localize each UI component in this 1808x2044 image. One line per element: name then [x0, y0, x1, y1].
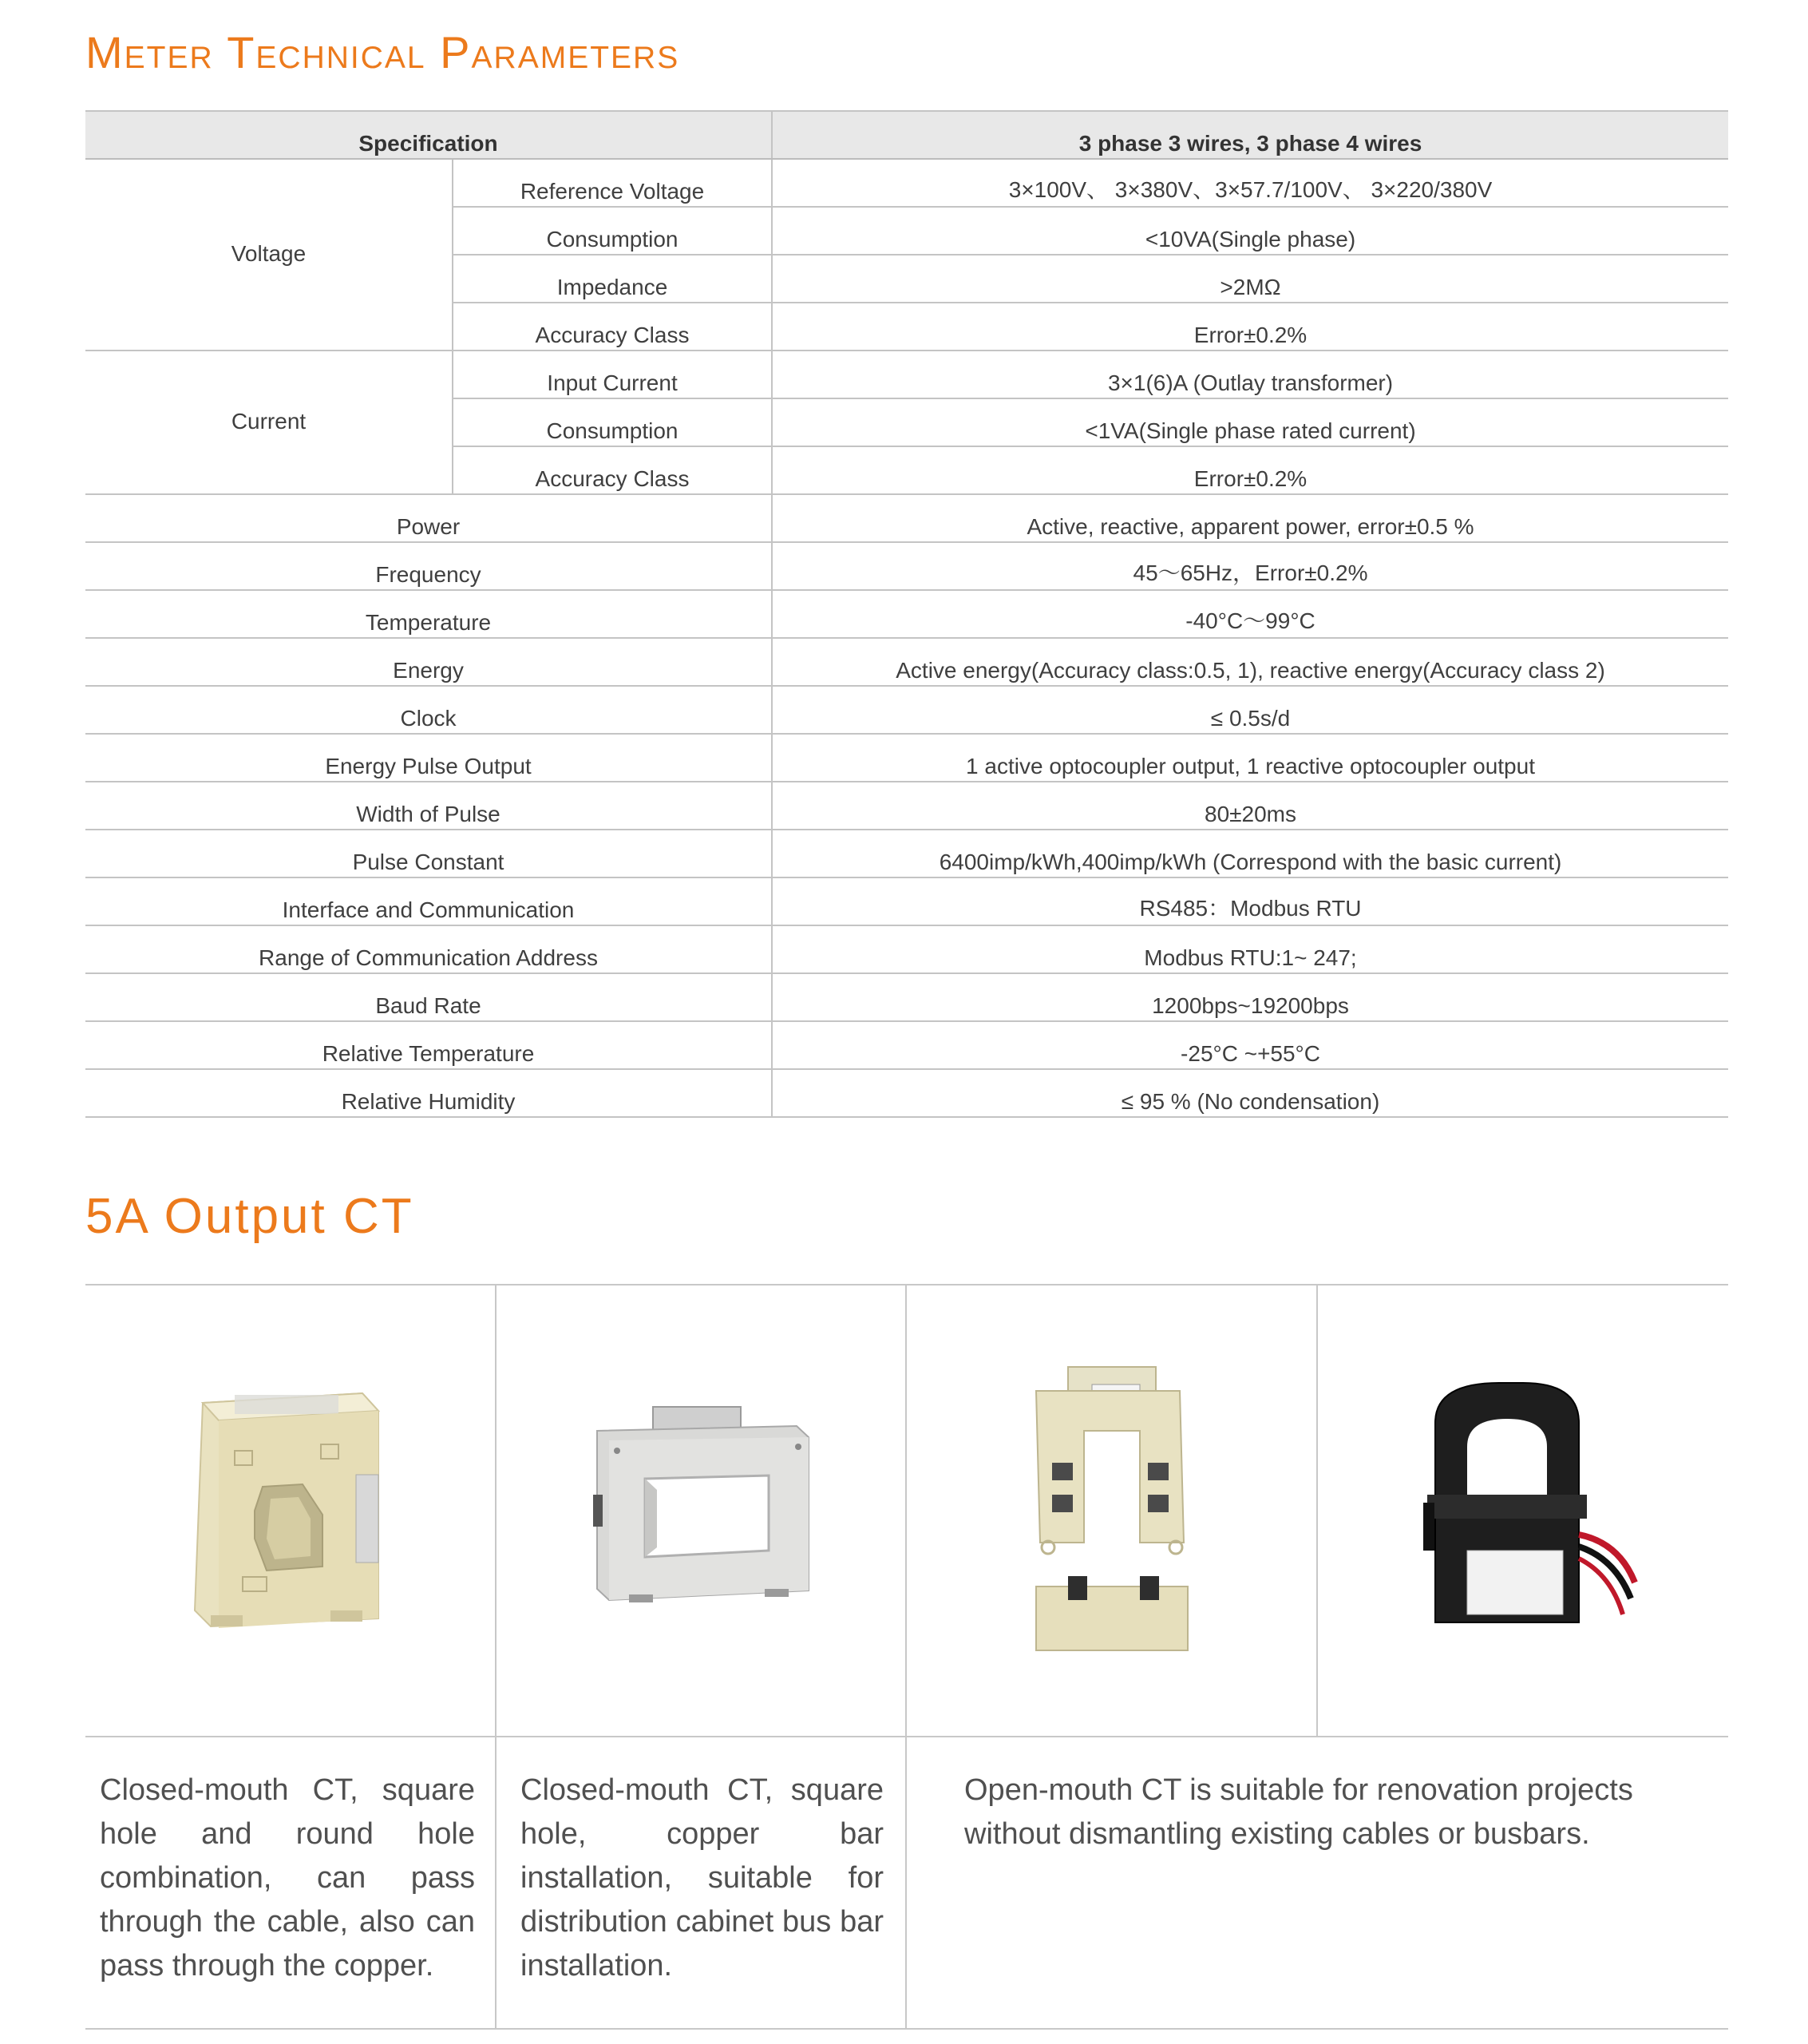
section-title-ct: 5A Output CT [85, 1189, 414, 1244]
row-value: 3×1(6)A (Outlay transformer) [772, 351, 1728, 398]
ct-desc-1: Closed-mouth CT, square hole and round hole combination, can pass through the cable, also can pass through the copper. [100, 1773, 475, 1983]
row-label: Accuracy Class [453, 303, 772, 351]
table-row [85, 494, 1728, 542]
table-row [85, 590, 1728, 638]
row-value: 80±20ms [772, 782, 1728, 830]
row-label: Relative Humidity [85, 1069, 772, 1117]
row-value: 45～65Hz，Error±0.2% [772, 542, 1728, 590]
row-value: Modbus RTU:1~ 247; [772, 925, 1728, 973]
row-label: Impedance [453, 255, 772, 303]
ct-product-1 [85, 1285, 495, 1736]
row-value: RS485：Modbus RTU [772, 877, 1728, 925]
table-row [85, 351, 1728, 398]
table-row [85, 1021, 1728, 1069]
row-label: Energy [85, 638, 772, 686]
ct-grid-mid-rule [85, 1736, 1728, 1737]
ct-desc-3: Open-mouth CT is suitable for renovation projects without dismantling existing cables or busbars. [964, 1773, 1633, 1851]
row-label: Power [85, 494, 772, 542]
header-wiring: 3 phase 3 wires, 3 phase 4 wires [772, 111, 1728, 159]
open-mouth-ct-black-clamp-image [1403, 1375, 1643, 1646]
row-label: Consumption [453, 207, 772, 255]
row-label: Interface and Communication [85, 877, 772, 925]
row-value: ≤ 0.5s/d [772, 686, 1728, 734]
row-value: ≤ 95 % (No condensation) [772, 1069, 1728, 1117]
row-value: >2MΩ [772, 255, 1728, 303]
spec-table [85, 110, 1728, 1118]
table-row [85, 782, 1728, 830]
row-label: Range of Communication Address [85, 925, 772, 973]
section-title-meter-parameters: Meter Technical Parameters [85, 27, 680, 77]
ct-desc-2: Closed-mouth CT, square hole, copper bar installation, suitable for distribution cabinet bus bar installation. [520, 1773, 884, 1983]
ct-product-4 [1318, 1285, 1728, 1736]
row-value: Active, reactive, apparent power, error±0.5 % [772, 494, 1728, 542]
group-current: Current [85, 351, 453, 494]
row-label: Clock [85, 686, 772, 734]
row-value: -40°C～99°C [772, 590, 1728, 638]
row-label: Temperature [85, 590, 772, 638]
table-row [85, 542, 1728, 590]
header-specification: Specification [85, 111, 772, 159]
table-row [85, 159, 1728, 207]
table-row [85, 830, 1728, 877]
row-value: -25°C ~+55°C [772, 1021, 1728, 1069]
table-row [85, 973, 1728, 1021]
spec-table-header [85, 111, 1728, 159]
row-label: Accuracy Class [453, 446, 772, 494]
row-value: Error±0.2% [772, 446, 1728, 494]
group-voltage: Voltage [85, 159, 453, 351]
row-label: Baud Rate [85, 973, 772, 1021]
table-row [85, 686, 1728, 734]
ct-grid-bottom-rule [85, 2028, 1728, 2030]
row-value: 1200bps~19200bps [772, 973, 1728, 1021]
row-label: Relative Temperature [85, 1021, 772, 1069]
row-label: Consumption [453, 398, 772, 446]
row-label: Frequency [85, 542, 772, 590]
ct-product-3 [907, 1285, 1316, 1736]
row-label: Pulse Constant [85, 830, 772, 877]
row-value: <1VA(Single phase rated current) [772, 398, 1728, 446]
table-row [85, 638, 1728, 686]
table-row [85, 734, 1728, 782]
row-label: Width of Pulse [85, 782, 772, 830]
row-value: 6400imp/kWh,400imp/kWh (Correspond with the basic current) [772, 830, 1728, 877]
ct-product-2 [497, 1285, 905, 1736]
row-value: <10VA(Single phase) [772, 207, 1728, 255]
closed-mouth-ct-square-round-hole-image [187, 1379, 394, 1642]
row-value: Active energy(Accuracy class:0.5, 1), reactive energy(Accuracy class 2) [772, 638, 1728, 686]
row-value: Error±0.2% [772, 303, 1728, 351]
row-label: Reference Voltage [453, 159, 772, 207]
row-label: Energy Pulse Output [85, 734, 772, 782]
table-row [85, 1069, 1728, 1117]
row-value: 3×100V、 3×380V、3×57.7/100V、 3×220/380V [772, 159, 1728, 207]
closed-mouth-ct-square-hole-image [581, 1391, 821, 1630]
table-row [85, 925, 1728, 973]
open-mouth-ct-split-core-image [1020, 1359, 1204, 1662]
row-label: Input Current [453, 351, 772, 398]
row-value: 1 active optocoupler output, 1 reactive optocoupler output [772, 734, 1728, 782]
table-row [85, 877, 1728, 925]
